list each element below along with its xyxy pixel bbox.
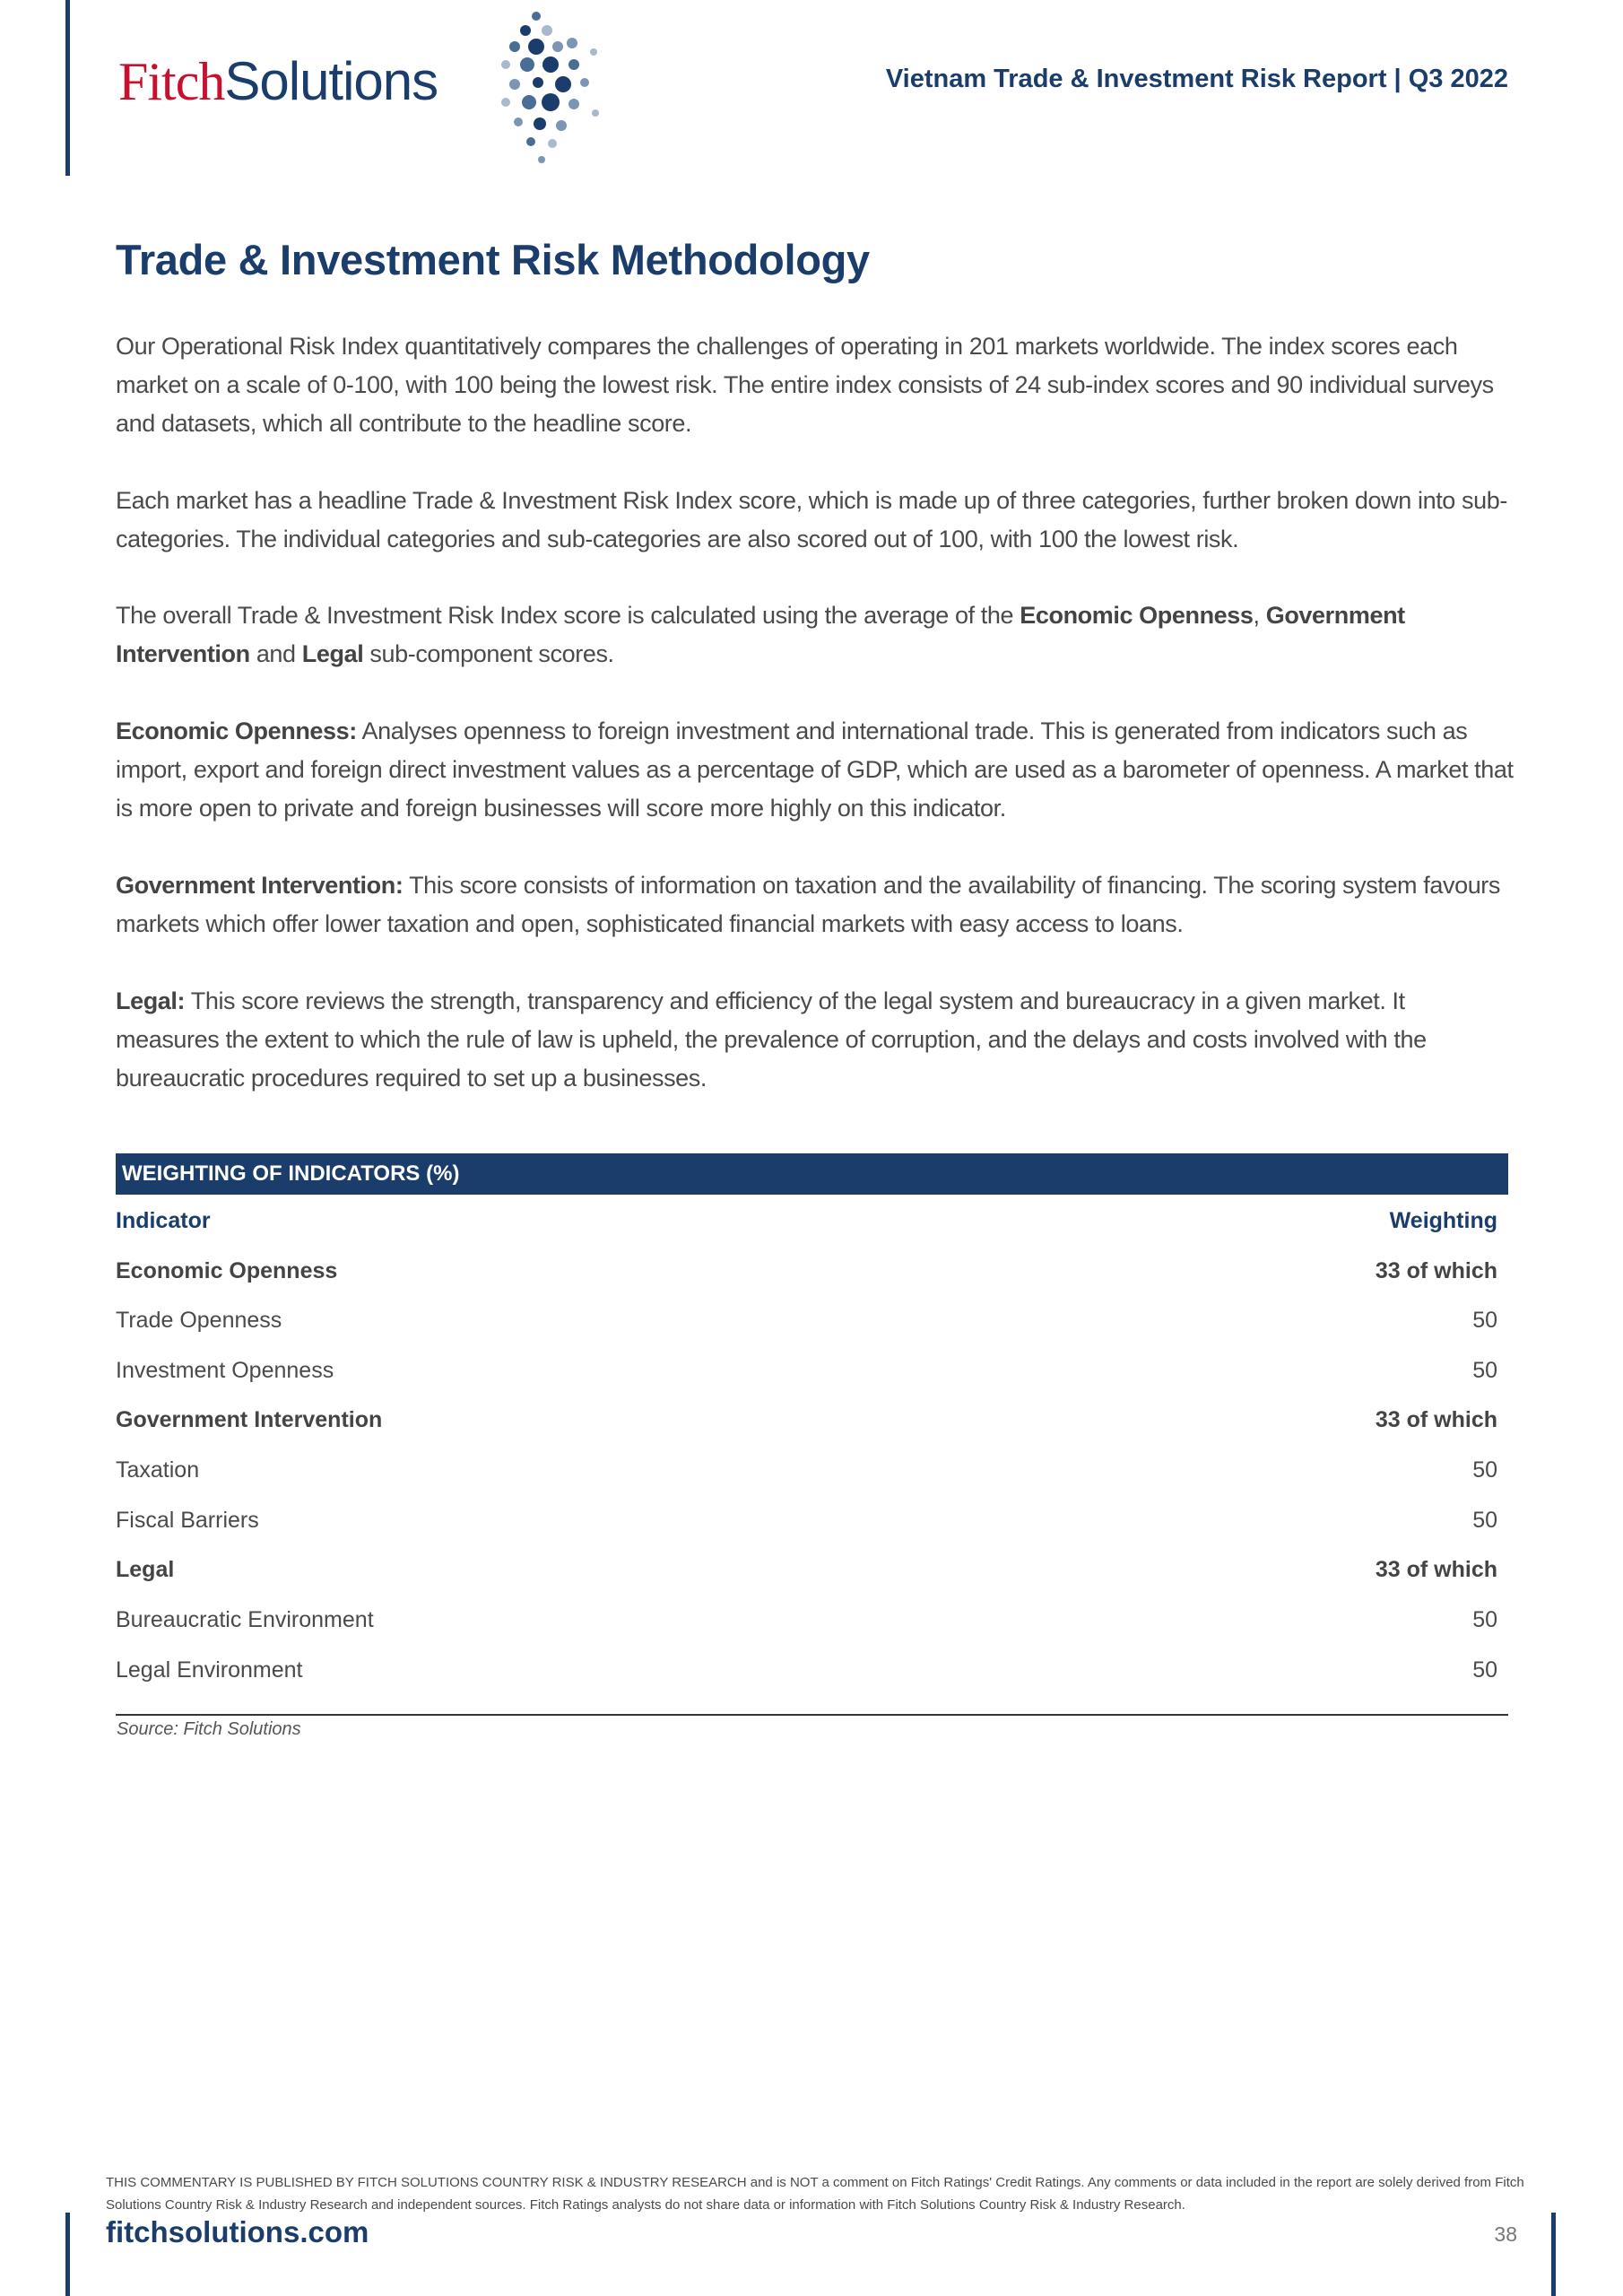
table-row bbox=[116, 1253, 1497, 1289]
government-intervention-term: Government Intervention bbox=[116, 602, 1405, 667]
indicator-name: Economic Openness bbox=[116, 1257, 338, 1283]
logo-dots-icon bbox=[375, 7, 608, 178]
indicator-weighting: 33 of which bbox=[1375, 1257, 1497, 1283]
government-intervention-label: Government Intervention: bbox=[116, 872, 404, 899]
indicator-name: Taxation bbox=[116, 1457, 200, 1483]
footer-disclaimer: THIS COMMENTARY IS PUBLISHED BY FITCH SOLUTIONS COUNTRY RISK & INDUSTRY RESEARCH and is NOT a comment on Fitch Ratings' Credit Ratings. Any comments or data included in the report are solely derived from Fitch Solutions Country Risk & Industry Research and independent sources. Fitch Ratings analysts do not share data or information with Fitch Solutions Country Risk & Industry Research. bbox=[106, 2175, 1524, 2213]
indicator-weighting: 50 bbox=[1472, 1606, 1497, 1632]
website-link[interactable]: fitchsolutions.com bbox=[106, 2215, 369, 2248]
indicator-name: Fiscal Barriers bbox=[116, 1507, 259, 1533]
table-row bbox=[116, 1302, 1497, 1338]
table-title-bar: WEIGHTING OF INDICATORS (%) bbox=[116, 1153, 1508, 1195]
footer-accent-bar-left bbox=[65, 2213, 70, 2296]
table-row bbox=[116, 1352, 1497, 1388]
economic-openness-label: Economic Openness: bbox=[116, 718, 357, 744]
government-intervention-paragraph: Government Intervention: This score consists of information on taxation and the availability of financing. The scoring system favours markets which offer lower taxation and open, sophisticated financial markets with easy access to loans. bbox=[116, 872, 1500, 937]
table-row bbox=[116, 1652, 1497, 1688]
indicator-name: Legal bbox=[116, 1556, 175, 1582]
indicator-name: Trade Openness bbox=[116, 1307, 282, 1333]
indicator-column-header: Indicator bbox=[116, 1207, 211, 1233]
indicator-weighting: 50 bbox=[1472, 1457, 1497, 1483]
weighting-column-header: Weighting bbox=[1389, 1207, 1497, 1233]
indicator-weighting: 33 of which bbox=[1375, 1556, 1497, 1582]
economic-openness-term: Economic Openness bbox=[1020, 602, 1254, 629]
report-title: Vietnam Trade & Investment Risk Report | Q3 2022 bbox=[885, 65, 1508, 93]
indicator-name: Bureaucratic Environment bbox=[116, 1606, 374, 1632]
indicator-weighting: 50 bbox=[1472, 1657, 1497, 1683]
table-header-row bbox=[116, 1203, 1497, 1239]
indicator-name: Legal Environment bbox=[116, 1657, 303, 1683]
legal-term: Legal bbox=[301, 640, 364, 667]
indicator-name: Investment Openness bbox=[116, 1357, 334, 1383]
table-row bbox=[116, 1502, 1497, 1538]
indicator-weighting: 33 of which bbox=[1375, 1406, 1497, 1432]
footer-accent-bar-right bbox=[1551, 2213, 1556, 2296]
table-bottom-rule bbox=[116, 1714, 1508, 1716]
header-accent-bar bbox=[65, 0, 70, 176]
table-source-note: Source: Fitch Solutions bbox=[117, 1719, 301, 1739]
intro-paragraph: Our Operational Risk Index quantitatively compares the challenges of operating in 201 markets worldwide. The index scores each market on a scale of 0-100, with 100 being the lowest risk. The entire index consists of 24 sub-index scores and 90 individual surveys and datasets, which all contribute to the headline score. bbox=[116, 333, 1494, 437]
page-title: Trade & Investment Risk Methodology bbox=[116, 236, 870, 283]
page-number: 38 bbox=[1494, 2222, 1517, 2246]
indicator-name: Government Intervention bbox=[116, 1406, 383, 1432]
indicator-weighting: 50 bbox=[1472, 1357, 1497, 1383]
indicator-weighting: 50 bbox=[1472, 1307, 1497, 1333]
indicator-weighting: 50 bbox=[1472, 1507, 1497, 1533]
economic-openness-paragraph: Economic Openness: Analyses openness to foreign investment and international trade. This is generated from indicators such as import, export and foreign direct investment values as a percentage of GDP, which are used as a barometer of openness. A market that is more open to private and foreign businesses will score more highly on this indicator. bbox=[116, 718, 1514, 822]
overall-score-paragraph: The overall Trade & Investment Risk Index score is calculated using the average of the Economic Openness, Government Intervention and Legal sub-component scores. bbox=[116, 602, 1405, 667]
table-row bbox=[116, 1452, 1497, 1488]
legal-paragraph: Legal: This score reviews the strength, transparency and efficiency of the legal system and bureaucracy in a given market. It measures the extent to which the rule of law is upheld, the prevalence of corruption, and the delays and costs involved with the bureaucratic procedures required to set up a businesses. bbox=[116, 987, 1427, 1091]
categories-paragraph: Each market has a headline Trade & Investment Risk Index score, which is made up of three categories, further broken down into sub-categories. The individual categories and sub-categories are also scored out of 100, with 100 the lowest risk. bbox=[116, 487, 1507, 552]
table-row bbox=[116, 1602, 1497, 1638]
logo-wordmark: FitchSolutions bbox=[118, 51, 438, 111]
table-row bbox=[116, 1402, 1497, 1438]
table-row bbox=[116, 1552, 1497, 1587]
legal-label: Legal: bbox=[116, 987, 186, 1014]
